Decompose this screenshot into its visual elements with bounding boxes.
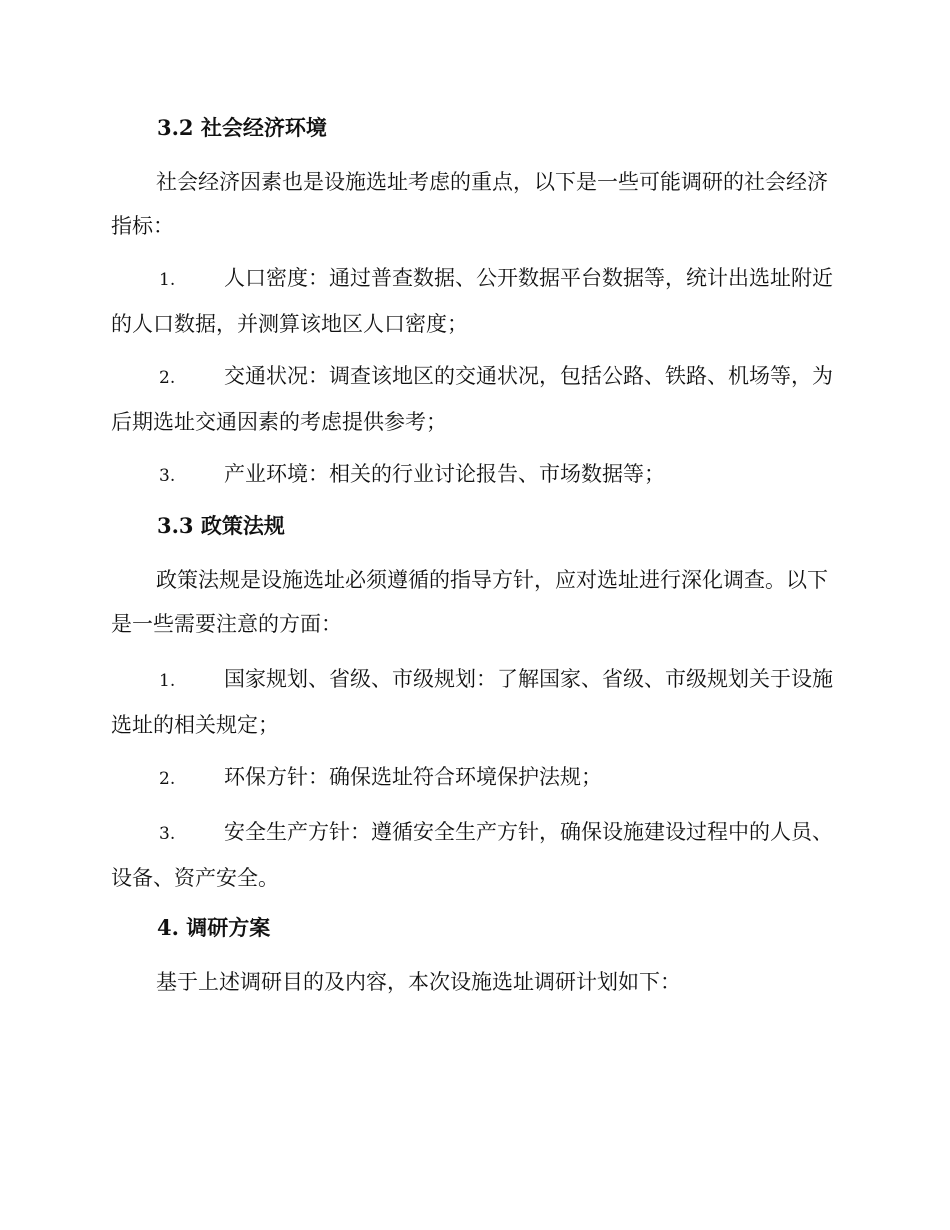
section-heading-3-3: 3.3 政策法规 xyxy=(157,513,285,538)
list-item-text: 环保方针：确保选址符合环境保护法规； xyxy=(224,765,602,789)
list-item-text: 国家规划、省级、市级规划：了解国家、省级、市级规划关于设施选址的相关规定； xyxy=(111,667,833,737)
list-item xyxy=(111,657,836,747)
list-item-number: 1. xyxy=(159,671,176,691)
list-item-number: 2. xyxy=(159,368,176,388)
section-4-intro: 基于上述调研目的及内容，本次设施选址调研计划如下： xyxy=(156,970,681,994)
section-3-2-intro: 社会经济因素也是设施选址考虑的重点，以下是一些可能调研的社会经济指标： xyxy=(111,170,828,238)
list-item xyxy=(111,810,836,900)
section-heading-4: 4. 调研方案 xyxy=(157,915,271,940)
list-item-number: 1. xyxy=(159,270,176,290)
list-item-number: 3. xyxy=(159,824,176,844)
list-item xyxy=(111,755,836,801)
list-item xyxy=(111,354,836,444)
list-item xyxy=(111,452,836,498)
list-item-number: 2. xyxy=(159,769,176,789)
list-item-text: 产业环境：相关的行业讨论报告、市场数据等； xyxy=(224,462,665,486)
list-item-number: 3. xyxy=(159,466,176,486)
list-item-text: 交通状况：调查该地区的交通状况，包括公路、铁路、机场等，为后期选址交通因素的考虑提供参考； xyxy=(111,364,833,434)
list-item xyxy=(111,256,836,346)
section-3-3-intro: 政策法规是设施选址必须遵循的指导方针，应对选址进行深化调查。以下是一些需要注意的方面： xyxy=(111,568,828,636)
list-item-text: 安全生产方针：遵循安全生产方针，确保设施建设过程中的人员、设备、资产安全。 xyxy=(111,820,833,890)
section-heading-3-2: 3.2 社会经济环境 xyxy=(157,115,327,140)
list-item-text: 人口密度：通过普查数据、公开数据平台数据等，统计出选址附近的人口数据，并测算该地区人口密度； xyxy=(111,266,833,336)
